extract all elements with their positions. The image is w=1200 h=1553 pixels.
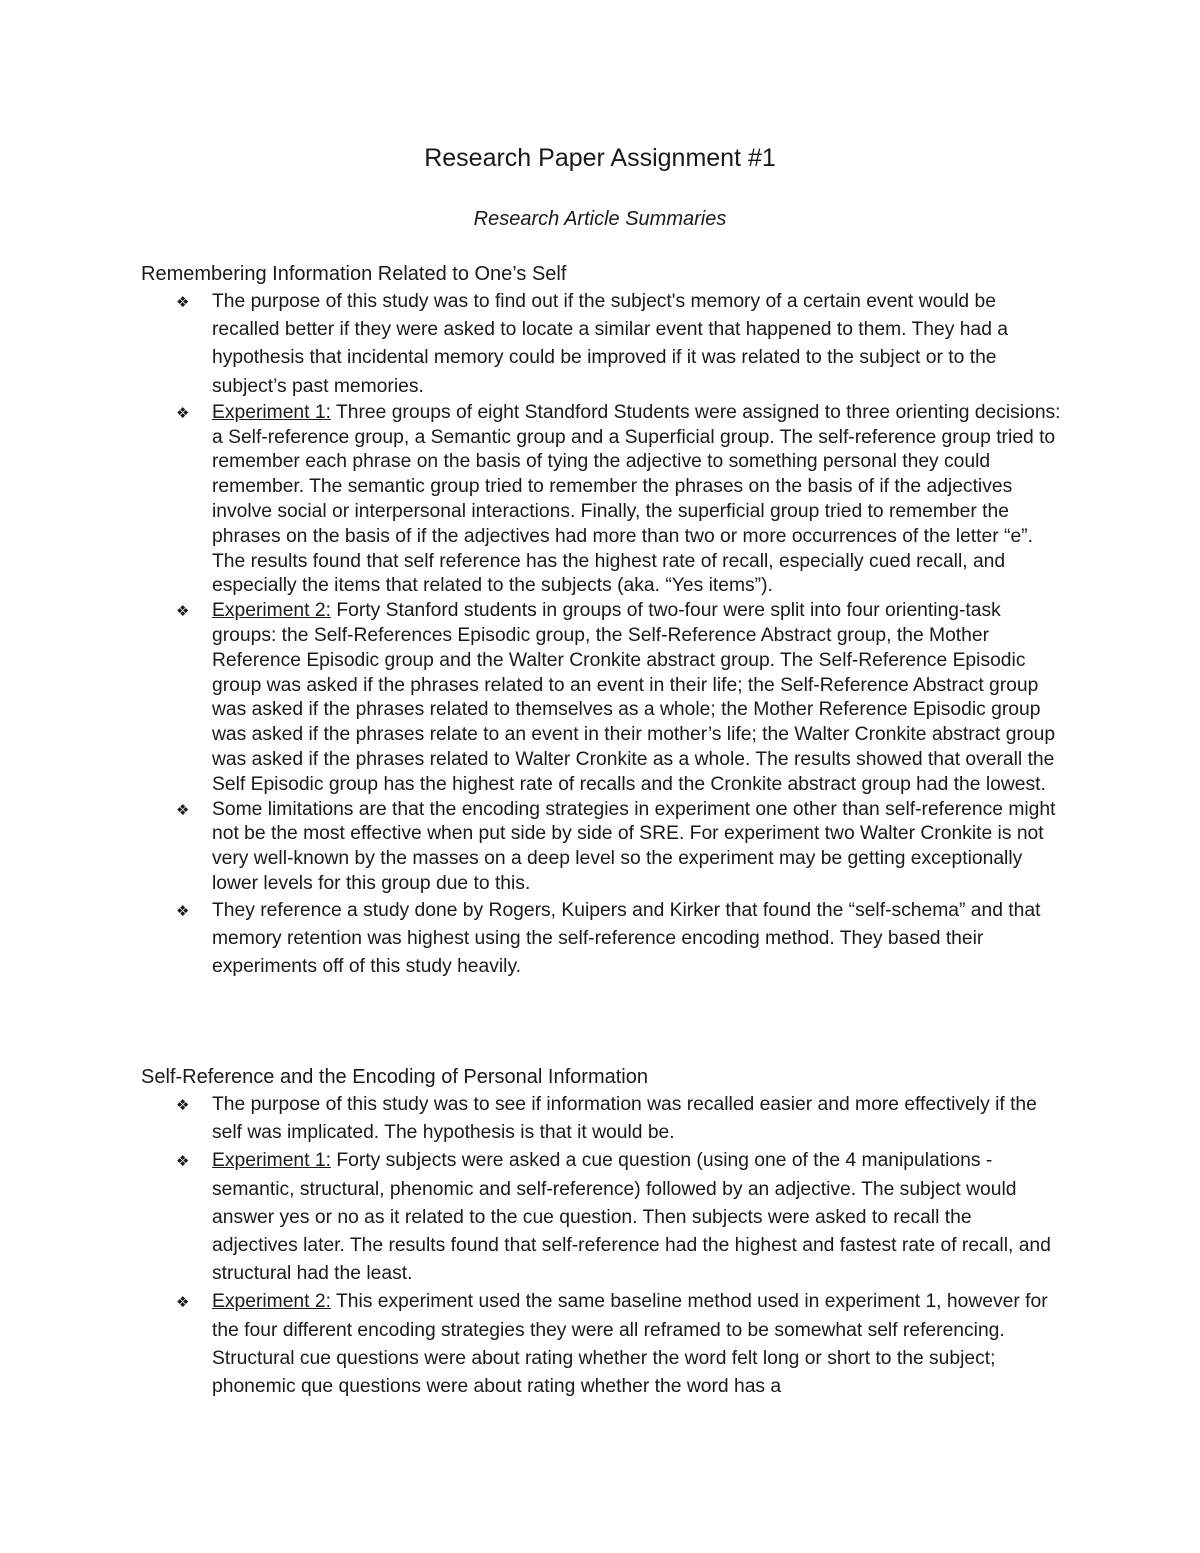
section-heading: Remembering Information Related to One’s Self bbox=[141, 263, 567, 285]
list-item bbox=[141, 599, 1062, 797]
item-text: Forty subjects were asked a cue question (using one of the 4 manipulations - semantic, structural, phenomic and self-reference) followed by an adjective. The subject would answer yes or no as it related to the cue question. Then subjects were asked to recall the adjectives later. The results found that self-reference had the highest and fastest rate of recall, and structural had the least. bbox=[212, 1150, 1051, 1285]
experiment-label: Experiment 2: bbox=[212, 600, 331, 622]
bullet-list bbox=[141, 1091, 1071, 1401]
item-text: The purpose of this study was to find out if the subject's memory of a certain event would be recalled better if they were asked to locate a similar event that happened to them. They had a hypothesis that incidental memory could be improved if it was related to the subject or to the subject’s past memories. bbox=[212, 291, 1009, 397]
list-item bbox=[141, 401, 1062, 599]
item-text: Three groups of eight Standford Students were assigned to three orienting decisions: a Self-reference group, a Semantic group and a Superficial group. The self-reference group tried to remember each phrase on the basis of tying the adjective to something personal they could remember. The semantic group tried to remember the phrases on the basis of if the adjectives involve social or interpersonal interactions. Finally, the superficial group tried to remember the phrases on the basis of if the adjectives had more than two or more occurrences of the letter “e”. The results found that self reference has the highest rate of recall, especially cued recall, and especially the items that related to the subjects (aka. “Yes items”). bbox=[212, 401, 1061, 597]
diamond-bullet-icon: ❖ bbox=[176, 1096, 190, 1114]
item-text: They reference a study done by Rogers, Kuipers and Kirker that found the “self-schema” and that memory retention was highest using the self-reference encoding method. They based their experiments off of this study heavily. bbox=[212, 899, 1041, 978]
diamond-bullet-icon: ❖ bbox=[176, 403, 190, 422]
item-text: Forty Stanford students in groups of two-four were split into four orienting-task groups: the Self-References Episodic group, the Self-Reference Abstract group, the Mother Reference Episodic group and the Walter Cronkite abstract group. The Self-Reference Episodic group was asked if the phrases related to an event in their life; the Self-Reference Abstract group was asked if the phrases related to themselves as a whole; the Mother Reference Episodic group was asked if the phrases relate to an event in their mother’s life; the Walter Cronkite abstract group was asked if the phrases related to Walter Cronkite as a whole. The results showed that overall the Self Episodic group has the highest rate of recalls and the Cronkite abstract group had the lowest. bbox=[212, 600, 1056, 795]
diamond-bullet-icon: ❖ bbox=[176, 602, 190, 621]
list-item bbox=[141, 1091, 1062, 1147]
diamond-bullet-icon: ❖ bbox=[176, 293, 190, 311]
list-item bbox=[141, 897, 1062, 982]
section-heading: Self-Reference and the Encoding of Personal Information bbox=[141, 1066, 648, 1088]
bullet-list bbox=[141, 288, 1071, 981]
item-text: The purpose of this study was to see if information was recalled easier and more effectively if the self was implicated. The hypothesis is that it would be. bbox=[212, 1094, 1037, 1144]
section-self-reference-encoding bbox=[141, 1063, 1071, 1401]
item-text: This experiment used the same baseline method used in experiment 1, however for the four different encoding strategies they were all reframed to be somewhat self referencing. Structural cue questions were about rating whether the word felt long or short to the subject; phonemic que questions were about rating whether the word has a bbox=[212, 1291, 1048, 1398]
diamond-bullet-icon: ❖ bbox=[176, 901, 190, 920]
diamond-bullet-icon: ❖ bbox=[176, 1293, 190, 1312]
list-item bbox=[141, 1288, 1062, 1401]
list-item bbox=[141, 288, 1062, 401]
experiment-label: Experiment 1: bbox=[212, 401, 331, 423]
experiment-label: Experiment 2: bbox=[212, 1291, 331, 1313]
list-item bbox=[141, 798, 1062, 897]
document-title: Research Paper Assignment #1 bbox=[424, 144, 776, 172]
section-remembering-information bbox=[141, 260, 1071, 981]
diamond-bullet-icon: ❖ bbox=[176, 800, 190, 819]
diamond-bullet-icon: ❖ bbox=[176, 1152, 190, 1171]
experiment-label: Experiment 1: bbox=[212, 1150, 331, 1172]
list-item bbox=[141, 1147, 1062, 1288]
document-subtitle: Research Article Summaries bbox=[473, 208, 727, 230]
item-text: Some limitations are that the encoding strategies in experiment one other than self-reference might not be the most effective when put side by side of SRE. For experiment two Walter Cronkite is not very well-known by the masses on a deep level so the experiment may be getting exceptionally lower levels for this group due to this. bbox=[212, 798, 1056, 894]
